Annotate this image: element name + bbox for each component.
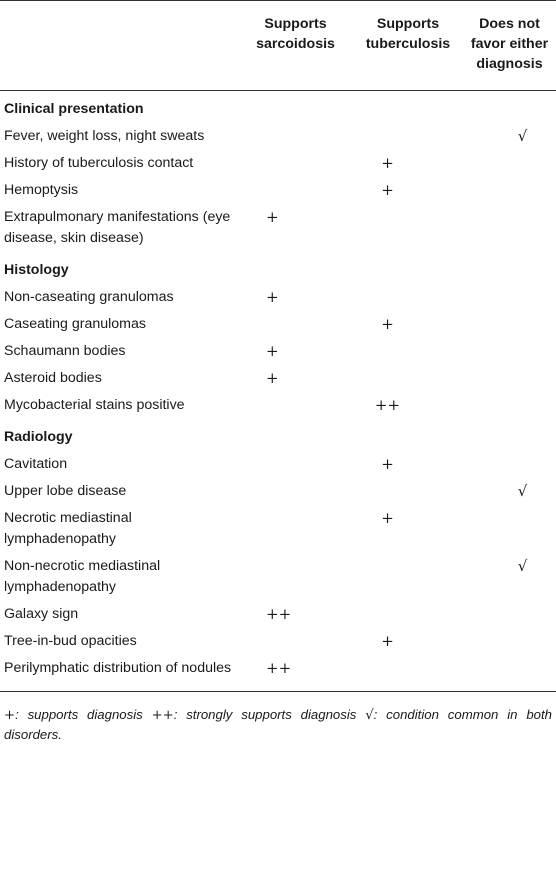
table-row <box>0 177 556 204</box>
table-row <box>0 505 556 553</box>
cell-sarcoidosis <box>238 628 353 655</box>
cell-neither <box>463 451 556 478</box>
cell-tuberculosis <box>353 655 463 692</box>
footnote-symbol-double-plus: ++ <box>151 708 174 723</box>
table-row <box>0 365 556 392</box>
table-row <box>0 553 556 601</box>
header-supports-tuberculosis: Supports tuberculosis <box>365 16 451 52</box>
table-row <box>0 655 556 692</box>
table-footnote <box>0 692 556 744</box>
row-feature-label: Extrapulmonary manifestations (eye disease, skin disease) <box>4 209 231 246</box>
table-row <box>0 451 556 478</box>
cell-neither <box>463 204 556 252</box>
cell-neither <box>463 392 556 419</box>
row-feature-label: Necrotic mediastinal lymphadenopathy <box>4 510 132 547</box>
footnote-symbol-check: √ <box>365 708 374 723</box>
row-feature-label: Non-caseating granulomas <box>4 289 174 305</box>
section-row <box>0 419 556 451</box>
header-does-not-favor: Does not favor either diagnosis <box>470 16 549 72</box>
cell-tuberculosis <box>353 204 463 252</box>
footnote-text-plus: : supports diagnosis <box>15 707 152 722</box>
cell-tuberculosis: + <box>381 455 394 473</box>
section-heading: Clinical presentation <box>4 101 144 117</box>
row-feature-label: Non-necrotic mediastinal lymphadenopathy <box>4 558 161 595</box>
header-supports-sarcoidosis: Supports sarcoidosis <box>256 16 335 52</box>
table-body <box>0 91 556 692</box>
cell-neither <box>463 311 556 338</box>
cell-tuberculosis: + <box>381 181 394 199</box>
row-feature-label: Upper lobe disease <box>4 483 127 499</box>
footnote-symbol-plus: + <box>4 708 16 723</box>
cell-tuberculosis: + <box>381 315 394 333</box>
cell-sarcoidosis: ++ <box>266 605 292 623</box>
cell-tuberculosis <box>353 338 463 365</box>
cell-tuberculosis <box>353 123 463 150</box>
cell-neither <box>463 338 556 365</box>
row-feature-label: Asteroid bodies <box>4 370 102 386</box>
table-row <box>0 311 556 338</box>
cell-sarcoidosis <box>238 505 353 553</box>
section-heading: Radiology <box>4 429 73 445</box>
cell-tuberculosis <box>353 601 463 628</box>
cell-neither <box>463 150 556 177</box>
table-row <box>0 338 556 365</box>
row-feature-label: Perilymphatic distribution of nodules <box>4 660 232 676</box>
row-feature-label: Cavitation <box>4 456 68 472</box>
cell-sarcoidosis: + <box>266 342 279 360</box>
cell-tuberculosis: ++ <box>374 396 401 414</box>
section-row <box>0 252 556 284</box>
header-row <box>0 1 556 91</box>
section-heading: Histology <box>4 262 69 278</box>
cell-neither <box>463 628 556 655</box>
cell-neither <box>463 284 556 311</box>
cell-sarcoidosis <box>238 451 353 478</box>
cell-sarcoidosis <box>238 123 353 150</box>
cell-neither <box>463 505 556 553</box>
cell-neither: √ <box>517 557 528 575</box>
row-feature-label: Tree-in-bud opacities <box>4 633 137 649</box>
table-row <box>0 628 556 655</box>
cell-neither: √ <box>517 127 528 145</box>
cell-tuberculosis <box>353 478 463 505</box>
cell-sarcoidosis <box>238 392 353 419</box>
table-row <box>0 204 556 252</box>
cell-neither <box>463 365 556 392</box>
cell-sarcoidosis: + <box>266 369 279 387</box>
cell-sarcoidosis: + <box>266 288 279 306</box>
cell-neither <box>463 601 556 628</box>
section-row <box>0 91 556 124</box>
cell-sarcoidosis <box>238 311 353 338</box>
cell-sarcoidosis: ++ <box>266 659 292 677</box>
cell-sarcoidosis: + <box>266 208 279 226</box>
cell-sarcoidosis <box>238 177 353 204</box>
cell-tuberculosis: + <box>381 632 394 650</box>
row-feature-label: Hemoptysis <box>4 182 79 198</box>
row-feature-label: Schaumann bodies <box>4 343 126 359</box>
cell-tuberculosis: + <box>381 154 394 172</box>
cell-sarcoidosis <box>238 150 353 177</box>
row-feature-label: Fever, weight loss, night sweats <box>4 128 205 144</box>
cell-tuberculosis: + <box>381 509 394 527</box>
table-row <box>0 478 556 505</box>
table-row <box>0 392 556 419</box>
table-row <box>0 284 556 311</box>
cell-tuberculosis <box>353 553 463 601</box>
table-row <box>0 123 556 150</box>
cell-tuberculosis <box>353 284 463 311</box>
cell-neither <box>463 177 556 204</box>
cell-neither <box>463 655 556 692</box>
header-feature <box>0 1 238 91</box>
footnote-text-check: : condition common in both disorders. <box>4 707 552 742</box>
cell-tuberculosis <box>353 365 463 392</box>
cell-sarcoidosis <box>238 553 353 601</box>
footnote-text-double-plus: : strongly supports diagnosis <box>173 707 366 722</box>
row-feature-label: Mycobacterial stains positive <box>4 397 185 413</box>
table-row <box>0 150 556 177</box>
row-feature-label: History of tuberculosis contact <box>4 155 194 171</box>
row-feature-label: Galaxy sign <box>4 606 79 622</box>
cell-sarcoidosis <box>238 478 353 505</box>
cell-neither: √ <box>517 482 528 500</box>
row-feature-label: Caseating granulomas <box>4 316 146 332</box>
table-row <box>0 601 556 628</box>
